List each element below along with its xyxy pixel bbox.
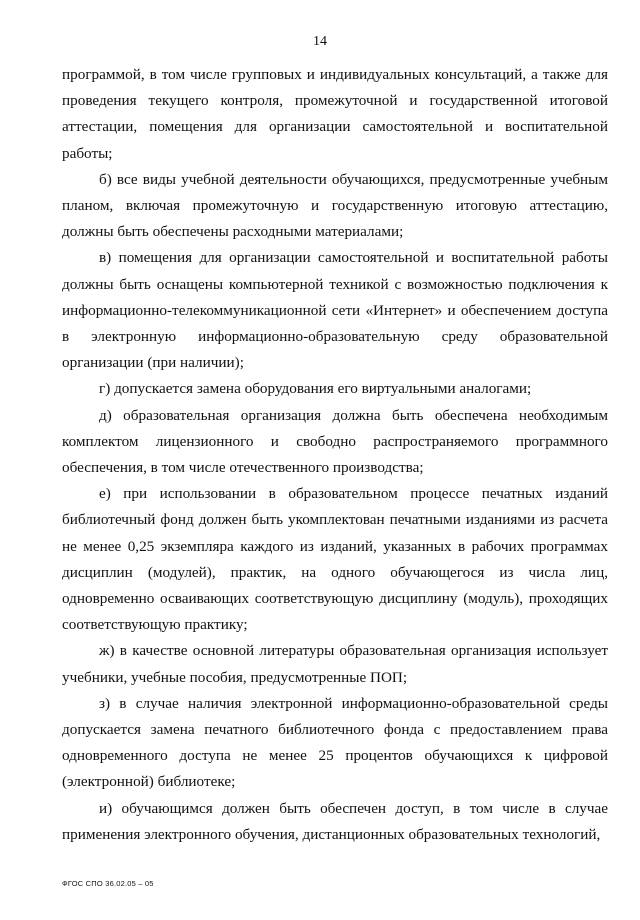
paragraph-item-b: б) все виды учебной деятельности обучающихся, предусмотренные учебным планом, включая промежуточную и государственную итоговую аттестацию, должны быть обеспечены расходными материалами; (62, 170, 608, 241)
page-number: 14 (313, 34, 327, 49)
paragraph-item-z: з) в случае наличия электронной информационно-образовательной среды допускается замена печатного библиотечного фонда с предоставлением права одновременного доступа не менее 25 процентов обучающихся к цифровой (электронной) библиотеке; (62, 694, 608, 791)
paragraph-item-v: в) помещения для организации самостоятельной и воспитательной работы должны быть оснащены компьютерной техникой с возможностью подключения к информационно-телекоммуникационной сети «Интернет» и обеспечением доступа в электронную информационно-образовательную среду образовательной организации (при наличии); (62, 249, 608, 372)
body-text (62, 62, 608, 848)
paragraph-item-i: и) обучающимся должен быть обеспечен доступ, в том числе в случае применения электронного обучения, дистанционных образовательных технологий, (62, 799, 608, 843)
paragraph-item-g: г) допускается замена оборудования его виртуальными аналогами; (99, 380, 532, 398)
paragraph-item-zh: ж) в качестве основной литературы образовательная организация использует учебники, учебные пособия, предусмотренные ПОП; (62, 642, 608, 686)
paragraph-item-e: е) при использовании в образовательном процессе печатных изданий библиотечный фонд должен быть укомплектован печатными изданиями из расчета не менее 0,25 экземпляра каждого из изданий, указанных в рабочих программах дисциплин (модулей), практик, на одного обучающегося из числа лиц, одновременно осваивающих соответствующую дисциплину (модуль), проходящих соответствующую практику; (62, 485, 608, 634)
footer-document-code: ФГОС СПО 36.02.05 – 05 (62, 879, 154, 888)
paragraph-continuation: программой, в том числе групповых и индивидуальных консультаций, а также для проведения текущего контроля, промежуточной и государственной итоговой аттестации, помещения для организации самостоятельной и воспитательной работы; (62, 66, 608, 162)
paragraph-item-d: д) образовательная организация должна быть обеспечена необходимым комплектом лицензионного и свободно распространяемого программного обеспечения, в том числе отечественного производства; (62, 406, 608, 477)
